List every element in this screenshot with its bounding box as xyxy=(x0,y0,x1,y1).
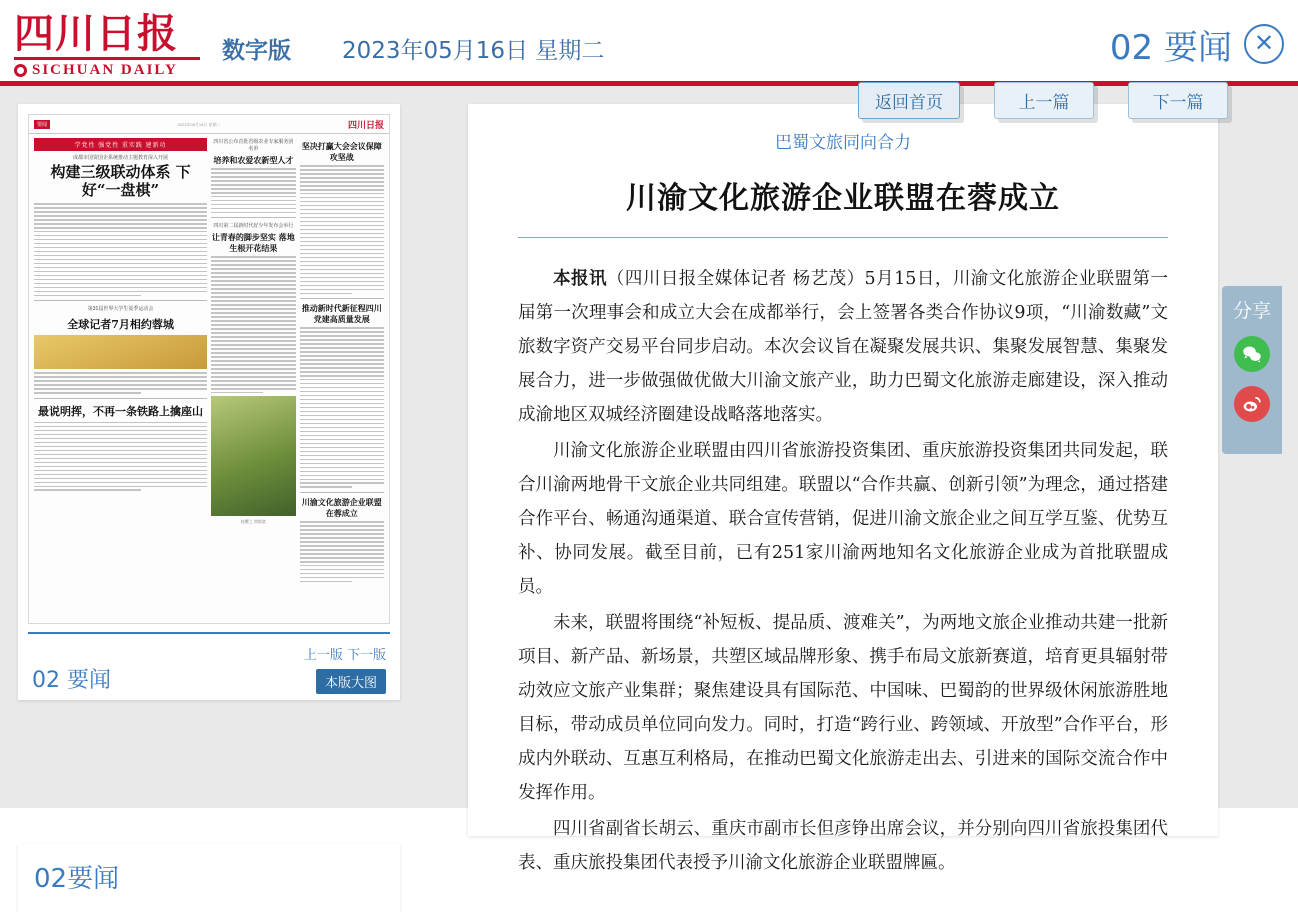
mini-column-mid xyxy=(211,138,295,585)
page-title: 02 要闻 xyxy=(1109,28,1232,68)
masthead-en-row xyxy=(14,62,210,79)
masthead-title-en: SICHUAN DAILY xyxy=(32,62,178,78)
thumbnail-page-number: 02 要闻 xyxy=(32,668,111,693)
mini-column-right xyxy=(300,138,384,585)
article-paragraph: 未来，联盟将围绕“补短板、提品质、渡难关”，为两地文旅企业推动共建一批新项目、新产品、新场景，共塑区域品牌形象、携手布局文旅新赛道，培育更具辐射带动效应文旅产业集群；聚焦建设具有国际范、中国味、巴蜀韵的世界级休闲旅游胜地目标，带动成员单位同向发力。同时，打造“跨行业、跨领域、开放型”合作平台，形成内外联动、互惠互利格局，在推动巴蜀文化旅游走出去、引进来的国际交流合作中发挥作用。 xyxy=(518,613,1168,804)
star-icon xyxy=(14,64,27,77)
mini-headline-1: 构建三级联动体系 下好“一盘棋” xyxy=(50,163,191,199)
mini-subhead-4: 第31届世界大学生夏季运动会 xyxy=(87,306,154,313)
mini-text-block-6 xyxy=(300,165,384,294)
digital-edition-label[interactable]: 数字版 xyxy=(222,38,291,64)
mini-rule-4 xyxy=(300,298,384,299)
thumbnail-footer xyxy=(28,632,390,694)
mini-headline-3: 最说明挥，不再一条铁路上擒座山 xyxy=(38,404,204,418)
article-title: 川渝文化旅游企业联盟在蓉成立 xyxy=(626,181,1060,217)
prev-next-page-link[interactable]: 上一版 下一版 xyxy=(303,648,386,663)
mini-text-block-2 xyxy=(34,372,207,394)
page-header xyxy=(0,0,1298,86)
page-thumbnail-panel xyxy=(18,104,400,700)
content-area xyxy=(0,86,1298,894)
share-rail xyxy=(1222,286,1282,454)
article-paragraph: 四川省副省长胡云、重庆市副市长但彦铮出席会议，并分别向四川省旅投集团代表、重庆旅投集团代表授予川渝文化旅游企业联盟牌匾。 xyxy=(518,819,1168,874)
mini-section-tag: 要闻 xyxy=(34,120,50,129)
mini-masthead: 四川日报 xyxy=(347,121,384,131)
issue-date: 2023年05月16日 星期二 xyxy=(342,38,605,64)
mini-rule-5 xyxy=(300,492,384,493)
mini-rule-3 xyxy=(211,217,295,218)
mini-text-block-3 xyxy=(34,422,207,491)
article-nav xyxy=(858,82,1228,119)
article-paragraph: 本报讯（四川日报全媒体记者 杨艺茂）5月15日，川渝文化旅游企业联盟第一届第一次理事会和成立大会在成都举行，会上签署各类合作协议9项，“川渝数藏”文旅数字资产交易平台同步启动。本次会议旨在凝聚发展共识、集聚发展智慧、集聚发展合力，进一步做强做优做大川渝文旅产业，助力巴蜀文化旅游走廊建设，深入推动成渝地区双城经济圈建设战略落地落实。 xyxy=(518,269,1169,426)
mini-headline-5: 让青春的脚步坚实 落地生根开花结果 xyxy=(211,232,295,254)
mini-subhead-2: 四川省公布首批省级农业专家服务团名单 xyxy=(213,139,294,152)
masthead-logo[interactable] xyxy=(14,12,210,78)
article-paragraph: 川渝文化旅游企业联盟由四川省旅游投资集团、重庆旅游投资集团共同发起，联合川渝两地骨干文旅企业共同组建。联盟以“合作共赢、创新引领”为理念，通过搭建合作平台、畅通沟通渠道、联合宣传营销，促进川渝文旅企业之间互学互鉴、优势互补、协同发展。截至目前，已有251家川渝两地知名文化旅游企业成为首批联盟成员。 xyxy=(518,441,1168,598)
prev-article-button[interactable]: 上一篇 xyxy=(994,82,1094,119)
mini-headline-7: 推动新时代新征程四川党建高质量发展 xyxy=(301,303,382,325)
next-page-panel[interactable] xyxy=(18,844,400,912)
mini-text-block-7 xyxy=(300,327,384,488)
next-article-button[interactable]: 下一篇 xyxy=(1128,82,1228,119)
article-shoulder-title: 巴蜀文旅同向合力 xyxy=(775,133,911,153)
thumbnail-links xyxy=(304,644,386,694)
article-divider xyxy=(518,237,1168,238)
mini-text-block-4 xyxy=(211,168,295,213)
mini-banner: 学党性 强党性 重实践 建新功 xyxy=(34,138,207,151)
mini-text-block-1 xyxy=(34,203,207,296)
mini-photo-caption: 桂樱之 湾郁富 xyxy=(240,519,266,525)
mini-rule-1 xyxy=(34,300,207,301)
view-large-button[interactable]: 本版大图 xyxy=(316,669,386,694)
wechat-icon[interactable] xyxy=(1234,336,1270,372)
bottom-strip xyxy=(0,807,1298,808)
mini-photo-2 xyxy=(211,396,295,516)
mini-text-block-8 xyxy=(300,521,384,582)
article-card xyxy=(468,104,1218,874)
mini-headline-6: 坚决打赢大会会议保障攻坚战 xyxy=(301,141,382,162)
mini-photo-1 xyxy=(34,335,207,369)
mini-text-block-5 xyxy=(211,256,295,393)
mini-headline-4: 培养和农爱农新型人才 xyxy=(213,155,294,165)
home-button[interactable]: 返回首页 xyxy=(858,82,960,119)
mini-column-left xyxy=(34,138,207,585)
mini-headline-2: 全球记者7月相约蓉城 xyxy=(67,318,174,332)
mini-headline-8: 川渝文化旅游企业联盟在蓉成立 xyxy=(301,497,382,519)
next-page-label: 02要闻 xyxy=(34,864,120,894)
mini-subhead-1: 成都市国资国企系统推动主题教育深入开展 xyxy=(73,155,169,161)
mini-top-bar xyxy=(29,115,389,134)
close-icon[interactable]: ✕ xyxy=(1244,24,1284,64)
masthead-rule xyxy=(14,57,200,60)
newspaper-page-thumbnail[interactable] xyxy=(28,114,390,624)
mini-top-date: 2023年05月16日 星期二 xyxy=(177,121,221,127)
share-label: 分享 xyxy=(1232,300,1271,322)
mini-columns xyxy=(29,134,389,589)
article-body xyxy=(518,262,1168,880)
masthead-title-cn: 四川日报 xyxy=(14,10,178,57)
mini-subhead-3: 四川第二届新时代好少年发布会举行 xyxy=(213,223,294,230)
mini-rule-2 xyxy=(34,398,207,399)
weibo-icon[interactable] xyxy=(1234,386,1270,422)
